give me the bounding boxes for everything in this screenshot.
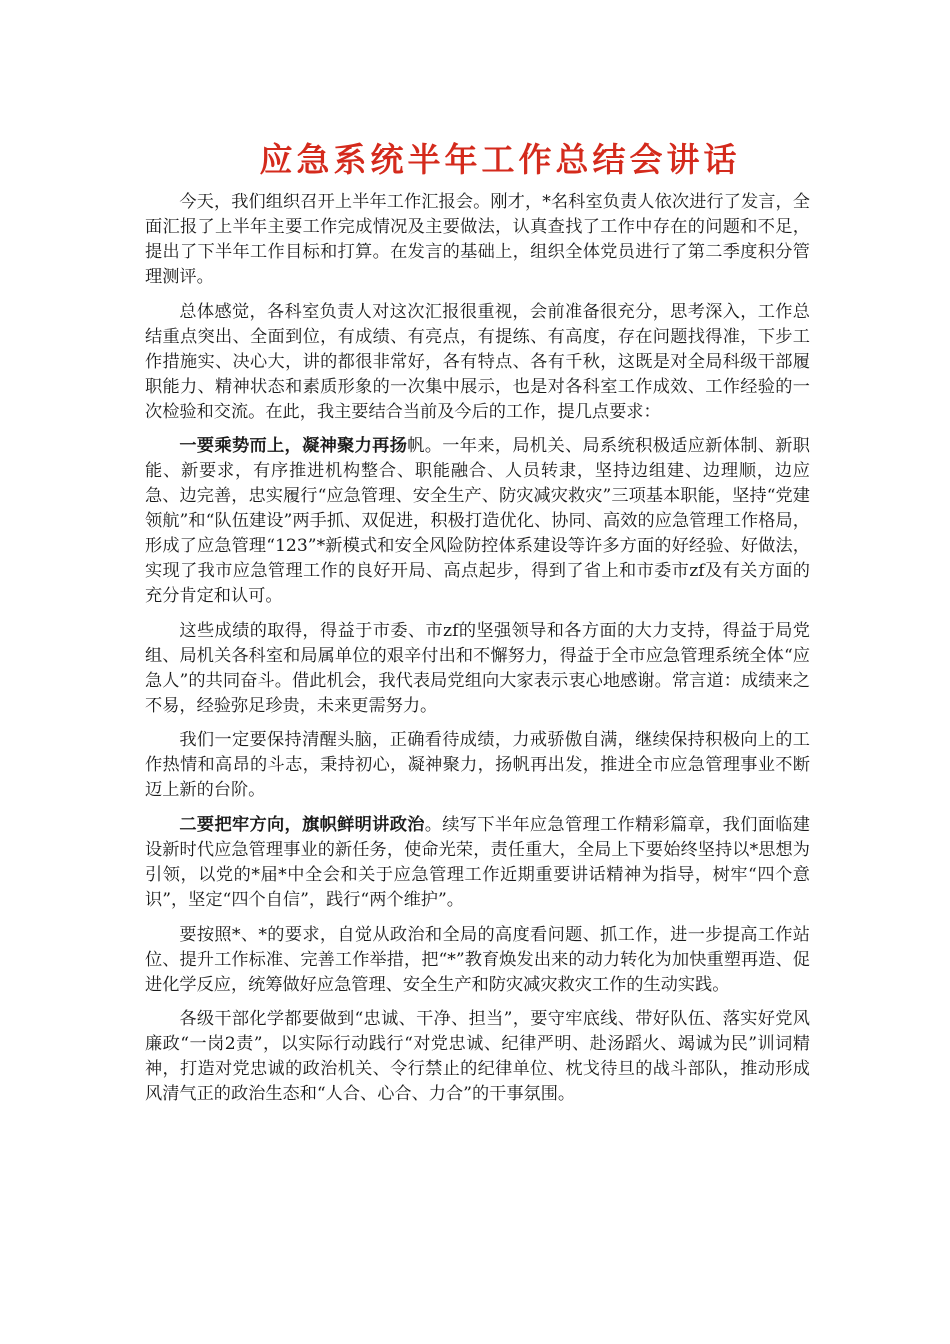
paragraph-lead: 二要把牢方向，旗帜鲜明讲政治: [179, 814, 425, 835]
paragraph-1: [145, 190, 810, 290]
paragraph-2: [145, 300, 810, 425]
paragraph-text: 帆。一年来，局机关、局系统积极适应新体制、新职能、新要求，有序推进机构整合、职能融合、人员转隶，坚持边组建、边理顺，边应急、边完善，忠实履行“应急管理、安全生产、防灾减灾救灾”三项基本职能，坚持“党建领航”和“队伍建设”两手抓、双促进，积极打造优化、协同、高效的应急管理工作格局，形成了应急管理“123”*新模式和安全风险防控体系建设等许多方面的好经验、好做法，实现了我市应急管理工作的良好开局、高点起步，得到了省上和市委市zf及有关方面的充分肯定和认可。: [145, 436, 810, 607]
paragraph-5: [145, 728, 810, 803]
paragraph-8: [145, 1007, 810, 1107]
paragraph-text: 。续写下半年应急管理工作精彩篇章，我们面临建设新时代应急管理事业的新任务，使命光荣，责任重大，全局上下要始终坚持以*思想为引领，以党的*届*中全会和关于应急管理工作近期重要讲话精神为指导，树牢“四个意识”，坚定“四个自信”，践行“两个维护”。: [145, 814, 810, 910]
paragraph-6: [145, 813, 810, 913]
document-body: [145, 190, 810, 1117]
paragraph-3: [145, 434, 810, 609]
paragraph-text: 今天，我们组织召开上半年工作汇报会。刚才，*名科室负责人依次进行了发言，全面汇报了上半年主要工作完成情况及主要做法，认真查找了工作中存在的问题和不足，提出了下半年工作目标和打算。在发言的基础上，组织全体党员进行了第二季度积分管理测评。: [145, 192, 810, 287]
paragraph-4: [145, 619, 810, 719]
paragraph-text: 总体感觉，各科室负责人对这次汇报很重视，会前准备很充分，思考深入，工作总结重点突出、全面到位，有成绩、有亮点，有提练、有高度，存在问题找得准，下步工作措施实、决心大，讲的都很非常好，各有特点、各有千秋，这既是对全局科级干部履职能力、精神状态和素质形象的一次集中展示，也是对各科室工作成效、工作经验的一次检验和交流。在此，我主要结合当前及今后的工作，提几点要求：: [145, 301, 810, 422]
document-title: 应急系统半年工作总结会讲话: [259, 140, 741, 179]
paragraph-text: 这些成绩的取得，得益于市委、市zf的坚强领导和各方面的大力支持，得益于局党组、局机关各科室和局属单位的艰辛付出和不懈努力，得益于全市应急管理系统全体“应急人”的共同奋斗。借此机会，我代表局党组向大家表示衷心地感谢。常言道：成绩来之不易，经验弥足珍贵，未来更需努力。: [145, 620, 810, 716]
paragraph-lead: 一要乘势而上，凝神聚力再扬: [179, 436, 408, 457]
paragraph-text: 我们一定要保持清醒头脑，正确看待成绩，力戒骄傲自满，继续保持积极向上的工作热情和高昂的斗志，秉持初心，凝神聚力，扬帆再出发，推进全市应急管理事业不断迈上新的台阶。: [145, 730, 810, 801]
paragraph-7: [145, 923, 810, 998]
paragraph-text: 各级干部化学都要做到“忠诚、干净、担当”，要守牢底线、带好队伍、落实好党风廉政“一岗2责”，以实际行动践行“对党忠诚、纪律严明、赴汤蹈火、竭诚为民”训词精神，打造对党忠诚的政治机关、令行禁止的纪律单位、枕戈待旦的战斗部队，推动形成风清气正的政治生态和“人合、心合、力合”的干事氛围。: [145, 1009, 810, 1105]
paragraph-text: 要按照*、*的要求，自觉从政治和全局的高度看问题、抓工作，进一步提高工作站位、提升工作标准、完善工作举措，把“*”教育焕发出来的动力转化为加快重塑再造、促进化学反应，统筹做好应急管理、安全生产和防灾减灾救灾工作的生动实践。: [145, 924, 810, 995]
